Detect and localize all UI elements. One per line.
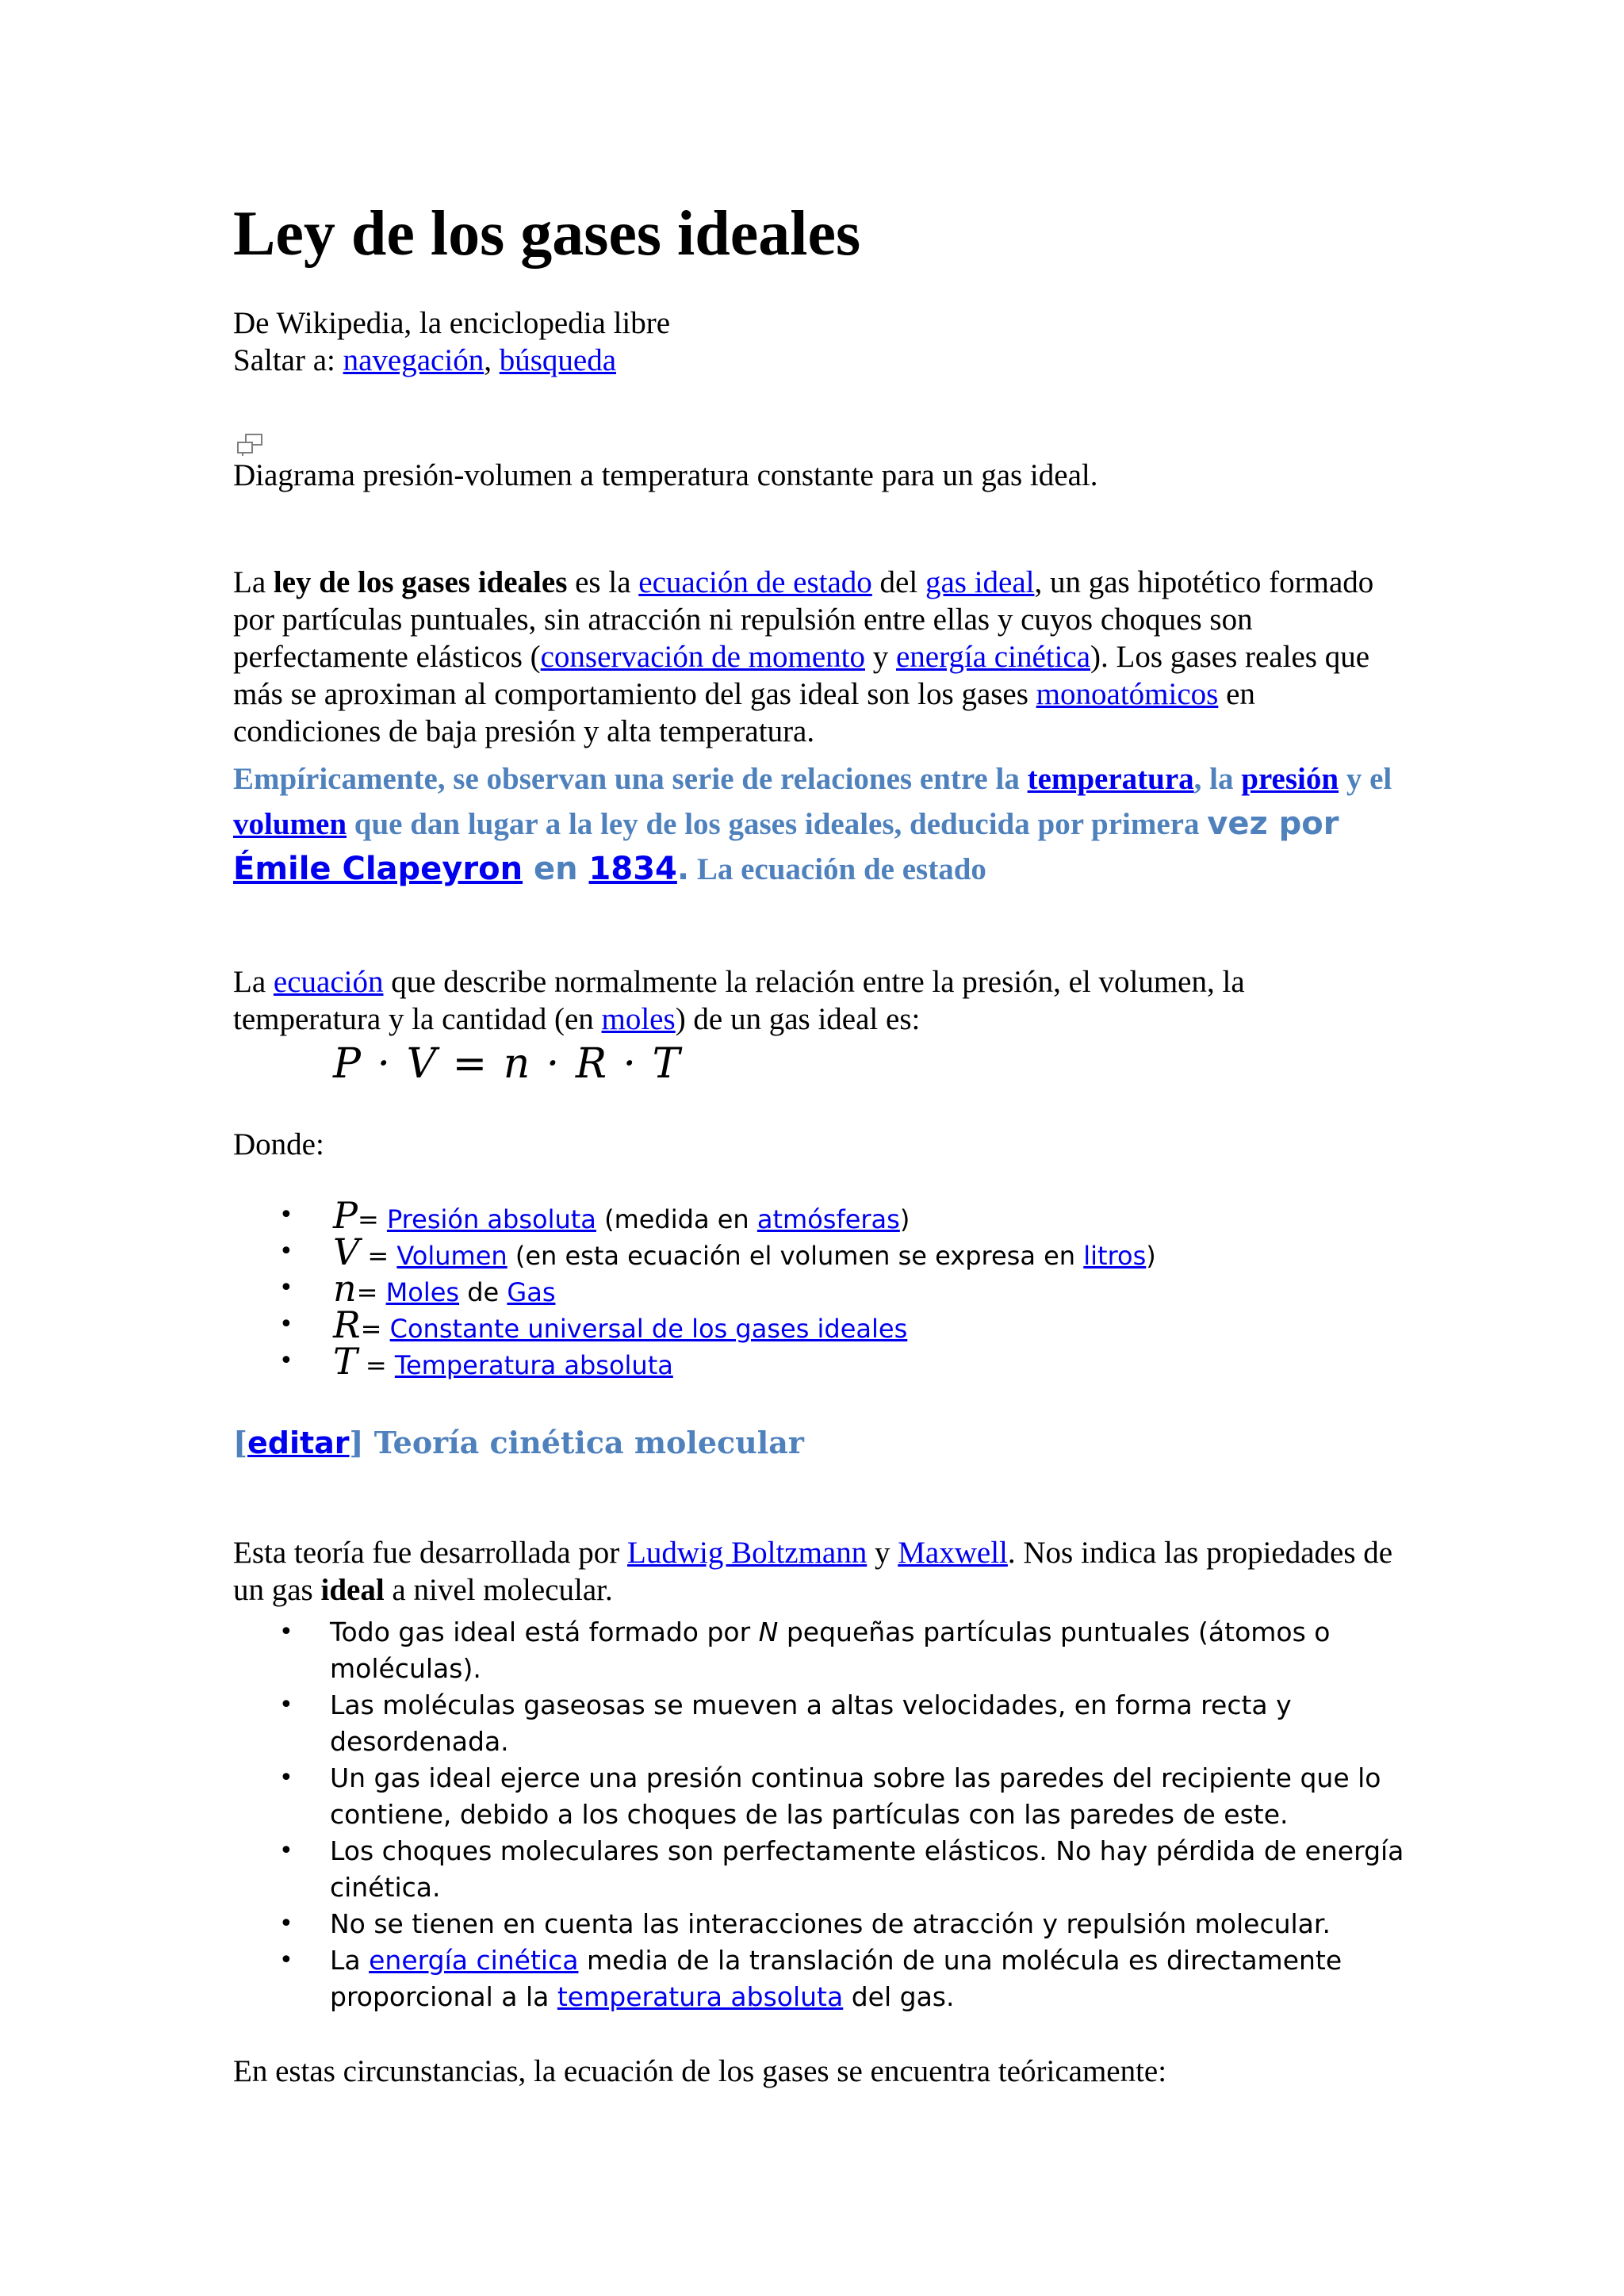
link-absolute-temperature[interactable]: Temperatura absoluta	[394, 1350, 673, 1380]
list-item: • No se tienen en cuenta las interacciones de atracción y repulsión molecular.	[233, 1906, 1415, 1942]
bold-term: ley de los gases ideales	[273, 565, 568, 599]
list-item: • Los choques moleculares son perfectamente elásticos. No hay pérdida de energía cinética.	[233, 1833, 1415, 1906]
link-absolute-temperature-2[interactable]: temperatura absoluta	[557, 1981, 844, 2012]
edit-link[interactable]: editar	[247, 1425, 350, 1460]
link-kinetic-energy[interactable]: energía cinética	[896, 640, 1091, 674]
list-item: • La energía cinética media de la translación de una molécula es directamente proporcional a la temperatura absoluta del gas.	[233, 1942, 1415, 2015]
link-ideal-gas[interactable]: gas ideal	[925, 565, 1035, 599]
link-equation[interactable]: ecuación	[273, 965, 384, 999]
link-moles[interactable]: moles	[601, 1002, 676, 1036]
link-volume[interactable]: volumen	[233, 807, 347, 841]
variables-list	[233, 1194, 1156, 1383]
link-gas-constant[interactable]: Constante universal de los gases ideales	[389, 1314, 908, 1344]
page-subtitle	[233, 304, 670, 379]
list-item: • P= Presión absoluta (medida en atmósferas)	[233, 1197, 1156, 1234]
link-temperature[interactable]: temperatura	[1027, 762, 1194, 796]
link-monoatomic[interactable]: monoatómicos	[1036, 677, 1219, 711]
source-line: De Wikipedia, la enciclopedia libre	[233, 306, 671, 340]
intro-paragraph: La ley de los gases ideales es la ecuación de estado del gas ideal, un gas hipotético formado por partículas puntuales, sin atracción ni repulsión entre ellas y cuyos choques son perfectamente elásticos (conservación de momento y energía cinética). Los gases reales que más se aproximan al comportamiento del gas ideal son los gases monoatómicos en condiciones de baja presión y alta temperatura.	[233, 565, 1374, 748]
kinetic-paragraph: Esta teoría fue desarrollada por Ludwig Boltzmann y Maxwell. Nos indica las propiedades de un gas ideal a nivel molecular.	[233, 1536, 1393, 1607]
equation-paragraph: La ecuación que describe normalmente la relación entre la presión, el volumen, la temperatura y la cantidad (en moles) de un gas ideal es:	[233, 965, 1245, 1036]
link-equation-of-state[interactable]: ecuación de estado	[638, 565, 872, 599]
list-item: • Todo gas ideal está formado por N pequeñas partículas puntuales (átomos o moléculas).	[233, 1614, 1415, 1687]
link-clapeyron[interactable]: Émile Clapeyron	[233, 851, 523, 887]
navigation-link[interactable]: navegación	[343, 343, 485, 377]
search-link[interactable]: búsqueda	[499, 343, 617, 377]
link-boltzmann[interactable]: Ludwig Boltzmann	[627, 1536, 868, 1570]
donde-label: Donde:	[233, 1127, 324, 1161]
link-absolute-pressure[interactable]: Presión absoluta	[386, 1204, 596, 1234]
page-title: Ley de los gases ideales	[233, 199, 861, 269]
section-heading: [editar] Teoría cinética molecular	[233, 1425, 804, 1460]
image-caption: Diagrama presión-volumen a temperatura constante para un gas ideal.	[233, 458, 1098, 492]
list-item: • n= Moles de Gas	[233, 1270, 1156, 1307]
jump-line: Saltar a: navegación, búsqueda	[233, 343, 617, 377]
ideal-gas-formula: P · V = n · R · T	[333, 1040, 682, 1088]
link-kinetic-energy-2[interactable]: energía cinética	[369, 1945, 579, 1976]
broken-image-icon[interactable]	[236, 433, 263, 457]
link-momentum-conservation[interactable]: conservación de momento	[540, 640, 865, 674]
link-gas[interactable]: Gas	[507, 1277, 556, 1307]
link-pressure[interactable]: presión	[1241, 762, 1339, 796]
link-1834[interactable]: 1834	[588, 851, 677, 887]
list-item: • T = Temperatura absoluta	[233, 1343, 1156, 1380]
list-item: • R= Constante universal de los gases ideales	[233, 1307, 1156, 1343]
properties-list	[233, 1614, 1415, 2015]
empirical-heading: Empíricamente, se observan una serie de relaciones entre la temperatura, la presión y el volumen que dan lugar a la ley de los gases ideales, deducida por primera vez por Émile Clapeyron en 1834. La ecuación de estado	[233, 762, 1392, 887]
list-item: • Las moléculas gaseosas se mueven a altas velocidades, en forma recta y desordenada.	[233, 1687, 1415, 1760]
link-moles-var[interactable]: Moles	[385, 1277, 460, 1307]
closing-paragraph: En estas circunstancias, la ecuación de los gases se encuentra teóricamente:	[233, 2054, 1167, 2088]
link-atmospheres[interactable]: atmósferas	[756, 1204, 900, 1234]
link-maxwell[interactable]: Maxwell	[898, 1536, 1008, 1570]
link-liters[interactable]: litros	[1083, 1241, 1147, 1271]
list-item: • Un gas ideal ejerce una presión continua sobre las paredes del recipiente que lo contiene, debido a los choques de las partículas con las paredes de este.	[233, 1760, 1415, 1833]
list-item: • V = Volumen (en esta ecuación el volumen se expresa en litros)	[233, 1234, 1156, 1270]
link-volume-var[interactable]: Volumen	[396, 1241, 508, 1271]
bold-ideal: ideal	[320, 1573, 385, 1607]
